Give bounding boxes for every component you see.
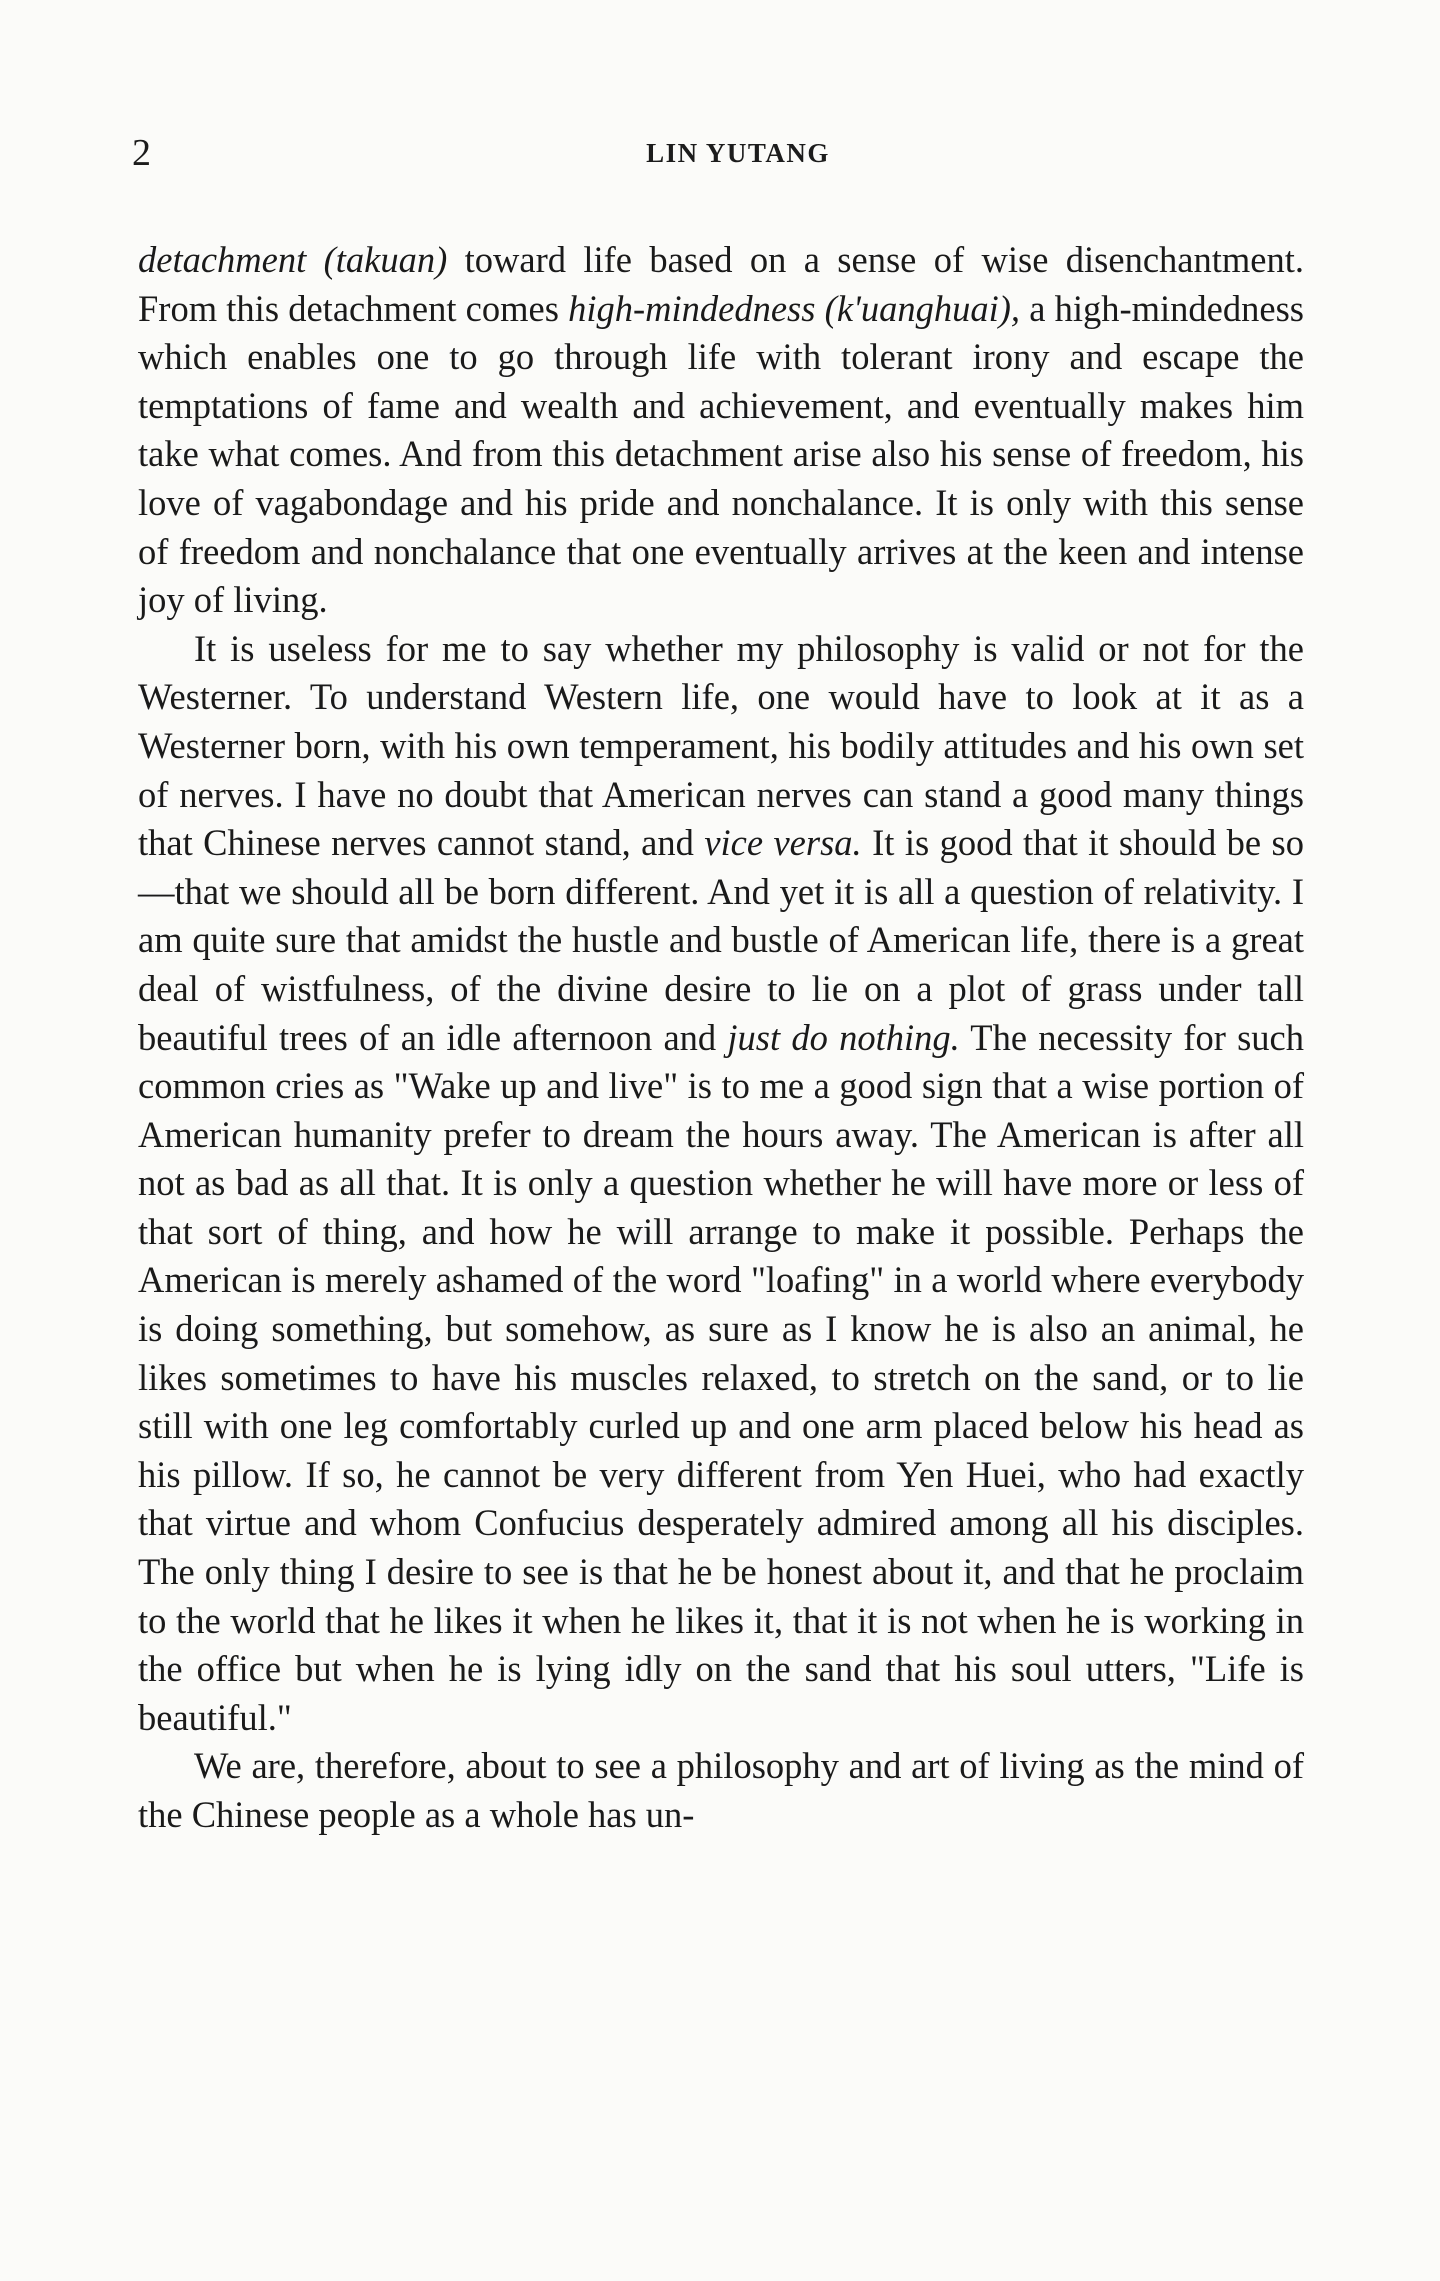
italic-term: detachment (takuan) <box>138 239 448 280</box>
paragraph <box>138 1742 1304 1839</box>
italic-term: vice versa. <box>704 822 862 864</box>
text-run: The necessity for such common cries as "Wake up and live" is to me a good sign that a wise portion of American humanity prefer to dream the hours away. The American is after all not as bad as all that. It is only a question whether he will have more or less of that sort of thing, and how he will arrange to make it possible. Perhaps the American is merely ashamed of the word "loafing" in a world where everybody is doing something, but somehow, as sure as I know he is also an animal, he likes sometimes to have his muscles relaxed, to stretch on the sand, or to lie still with one leg comfortably curled up and one arm placed below his head as his pillow. If so, he cannot be very different from Yen Huei, who had exactly that virtue and whom Confucius desperately admired among all his disciples. The only thing I desire to see is that he be honest about it, and that he proclaim to the world that he likes it when he likes it, that it is not when he is working in the office but when he is lying idly on the sand that his soul utters, "Life is beautiful." <box>138 1016 1304 1738</box>
italic-term: just do nothing. <box>727 1016 960 1058</box>
page-number: 2 <box>132 132 151 174</box>
italic-term: high-mindedness (k'uanghuai), <box>568 287 1020 329</box>
text-run: It is useless for me to say whether my philosophy is valid or not for the Westerner. To understand Western life, one would have to look at it as a Westerner born, with his own temperament, his bodily attitudes and his own set of nerves. I have no doubt that American nerves can stand a good many things that Chinese nerves cannot stand, and <box>138 627 1304 864</box>
paragraph <box>138 625 1304 1743</box>
text-run: We are, therefore, about to see a philosophy and art of living as the mind of the Chinese people as a whole has un- <box>138 1745 1304 1835</box>
body-text <box>138 236 1304 1840</box>
running-head: LIN YUTANG <box>646 138 830 168</box>
text-run: a high-mindedness which enables one to go through life with tolerant irony and escape the temptations of fame and wealth and achievement, and eventually makes him take what comes. And from this detachment arise also his sense of freedom, his love of vagabondage and his pride and nonchalance. It is only with this sense of freedom and nonchalance that one eventually arrives at the keen and intense joy of living. <box>138 287 1304 621</box>
page-header <box>128 128 1308 178</box>
text-run: It is good that it should be so—that we should all be born different. And yet it is all a question of relativity. I am quite sure that amidst the hustle and bustle of American life, there is a great deal of wistfulness, of the divine desire to lie on a plot of grass under tall beautiful trees of an idle afternoon and <box>138 822 1304 1058</box>
text-run: toward life based on a sense of wise disenchantment. From this detachment comes <box>138 239 1304 329</box>
paragraph <box>138 236 1304 625</box>
